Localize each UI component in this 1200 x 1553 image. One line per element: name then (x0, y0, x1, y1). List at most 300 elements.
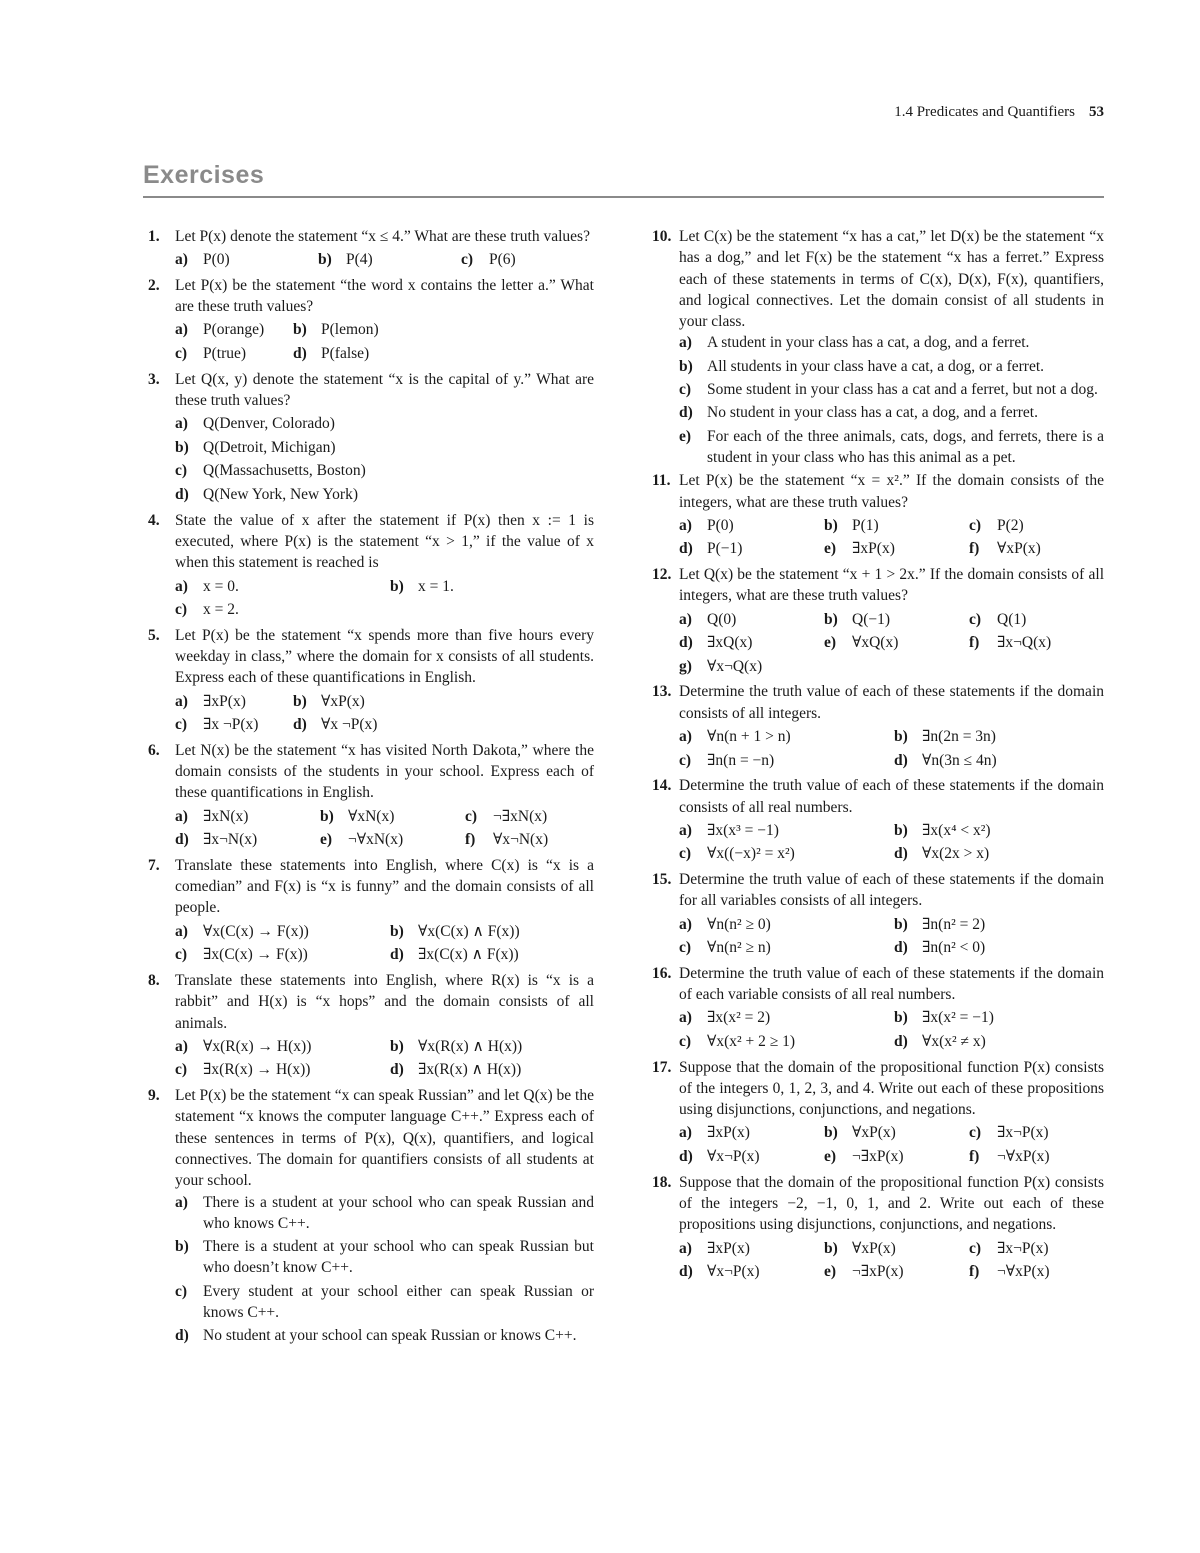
page-number: 53 (1089, 104, 1104, 120)
part-label: c) (175, 462, 188, 480)
exercise-prompt: Let P(x) be the statement “x can speak Russian” and let Q(x) be the statement “x knows the computer language C++.” Express each of these sentences in terms of P(x), Q(x), quantifiers, and logical connectives. The domain for quantifiers consists of all students at your school. (175, 1087, 594, 1190)
part-label: b) (293, 321, 307, 339)
exercise-part (894, 843, 1104, 867)
part-label: a) (679, 1124, 692, 1142)
part-text: ∃x¬P(x) (997, 1124, 1049, 1142)
part-label: a) (175, 321, 188, 339)
exercise-14 (652, 775, 1104, 867)
part-label: a) (175, 692, 188, 710)
part-text: ∃x(x³ = −1) (707, 821, 779, 839)
exercise-part (175, 806, 320, 830)
exercise-part (679, 356, 1104, 377)
part-text: A student in your class has a cat, a dog, and a ferret. (707, 334, 1030, 352)
exercise-parts (175, 1192, 594, 1347)
part-text: ¬∃xP(x) (852, 1148, 904, 1166)
exercise-part (679, 426, 1104, 469)
exercise-part (390, 1059, 594, 1083)
part-text: For each of the three animals, cats, dogs, and ferrets, there is a student in your class who has this animal as a pet. (707, 427, 1104, 466)
part-label: c) (679, 845, 692, 863)
exercise-parts (175, 806, 594, 853)
exercise-part (175, 460, 594, 484)
part-label: a) (175, 415, 188, 433)
exercise-part (175, 319, 293, 343)
exercise-number: 1. (148, 228, 160, 245)
exercise-10 (652, 226, 1104, 468)
exercise-parts (679, 332, 1104, 468)
exercise-part (175, 413, 594, 437)
part-label: c) (175, 345, 188, 363)
exercise-part (679, 515, 824, 539)
exercise-part (318, 249, 461, 273)
exercise-part (175, 437, 594, 461)
part-text: P(−1) (707, 540, 743, 558)
part-text: There is a student at your school who can speak Russian but who doesn’t know C++. (203, 1238, 594, 1277)
part-label: a) (679, 821, 692, 839)
part-text: ∃x ¬P(x) (203, 716, 259, 734)
exercise-part (175, 1036, 390, 1060)
exercise-parts (175, 576, 594, 623)
exercise-number: 9. (148, 1087, 160, 1105)
part-label: a) (679, 610, 692, 628)
exercise-part (894, 1031, 1104, 1055)
part-text: ∀x(x² ≠ x) (922, 1032, 986, 1050)
exercise-part (175, 1192, 594, 1235)
exercise-part (175, 576, 390, 600)
part-text: P(1) (852, 516, 879, 534)
part-label: c) (465, 807, 478, 825)
part-label: d) (390, 1061, 404, 1079)
part-label: c) (969, 516, 982, 534)
part-text: P(4) (346, 251, 373, 269)
part-text: P(2) (997, 516, 1024, 534)
part-text: P(0) (707, 516, 734, 534)
part-text: ¬∃xP(x) (852, 1263, 904, 1281)
part-label: b) (175, 1238, 189, 1256)
exercise-4 (148, 510, 594, 623)
exercise-part (679, 609, 824, 633)
part-label: c) (461, 251, 474, 269)
part-label: f) (465, 831, 476, 849)
part-text: ∀n(3n ≤ 4n) (922, 751, 997, 769)
part-text: ∃x(R(x) ∧ H(x)) (418, 1061, 522, 1079)
part-text: ∀x(2x > x) (922, 845, 990, 863)
exercise-part (679, 656, 824, 680)
part-text: ∀n(n² ≥ 0) (707, 915, 771, 933)
exercise-prompt: Let Q(x) be the statement “x + 1 > 2x.” If the domain consists of all integers, what are these truth values? (679, 566, 1104, 605)
part-text: ∀n(n + 1 > n) (707, 728, 791, 746)
part-text: There is a student at your school who can speak Russian and who knows C++. (203, 1193, 594, 1232)
exercise-parts (679, 914, 1104, 961)
exercise-part (390, 576, 594, 600)
exercise-parts (175, 1036, 594, 1083)
part-text: ∀x(x² + 2 ≥ 1) (707, 1032, 796, 1050)
part-text: Q(0) (707, 610, 737, 628)
part-label: b) (824, 610, 838, 628)
part-text: P(0) (203, 251, 230, 269)
part-label: b) (894, 1009, 908, 1027)
part-text: Q(−1) (852, 610, 891, 628)
part-text: ∀xP(x) (321, 692, 365, 710)
exercise-prompt: Let P(x) be the statement “x = x².” If the domain consists of the integers, what are these truth values? (679, 472, 1104, 511)
exercise-part (894, 914, 1104, 938)
exercise-part (175, 1059, 390, 1083)
part-label: b) (894, 821, 908, 839)
exercise-part (824, 632, 969, 656)
exercise-5 (148, 625, 594, 738)
part-label: d) (293, 716, 307, 734)
exercise-number: 7. (148, 856, 160, 874)
exercise-part (894, 820, 1104, 844)
part-label: e) (320, 831, 333, 849)
part-label: b) (824, 1124, 838, 1142)
part-text: ∀x(C(x) ∧ F(x)) (418, 922, 520, 940)
part-text: ∃x(x⁴ < x²) (922, 821, 991, 839)
exercise-number: 18. (652, 1173, 672, 1191)
exercise-6 (148, 740, 594, 853)
exercise-part (679, 937, 894, 961)
exercise-part (679, 1007, 894, 1031)
part-label: c) (679, 381, 692, 399)
part-text: ∀x(C(x) → F(x)) (203, 922, 309, 940)
exercise-parts (679, 1238, 1104, 1285)
exercise-part (175, 343, 293, 367)
exercise-part (175, 691, 293, 715)
part-label: b) (390, 577, 404, 595)
exercise-part (969, 515, 1104, 539)
part-text: ∀xP(x) (852, 1239, 896, 1257)
part-label: e) (824, 634, 837, 652)
exercise-part (894, 726, 1104, 750)
exercise-part (175, 921, 390, 945)
part-label: f) (969, 540, 980, 558)
exercise-part (824, 1261, 969, 1285)
part-text: All students in your class have a cat, a dog, or a ferret. (707, 357, 1045, 375)
part-label: d) (390, 946, 404, 964)
exercise-part (390, 1036, 594, 1060)
exercise-prompt: State the value of x after the statement if P(x) then x := 1 is executed, where P(x) is the statement “x > 1,” if the value of x when this statement is reached is (175, 511, 594, 572)
part-text: P(6) (489, 251, 516, 269)
right-column (652, 226, 1104, 1287)
section-title: Exercises (143, 161, 265, 189)
part-text: ∀x¬P(x) (707, 1148, 760, 1166)
exercise-2 (148, 275, 594, 367)
exercise-number: 3. (148, 370, 160, 388)
exercise-part (679, 726, 894, 750)
part-text: No student in your class has a cat, a dog, and a ferret. (707, 404, 1038, 422)
exercise-part (679, 750, 894, 774)
exercise-part (175, 714, 293, 738)
exercise-part (969, 632, 1104, 656)
exercise-prompt: Translate these statements into English, where R(x) is “x is a rabbit” and H(x) is “x hops” and the domain consists of all animals. (175, 971, 594, 1032)
part-text: ∀x¬Q(x) (707, 657, 763, 675)
part-label: a) (679, 1239, 692, 1257)
running-header (894, 104, 1104, 121)
part-label: d) (679, 404, 693, 422)
exercise-part (824, 1238, 969, 1262)
part-label: b) (894, 915, 908, 933)
part-label: f) (969, 634, 980, 652)
part-text: ∃x¬P(x) (997, 1239, 1049, 1257)
running-title: 1.4 Predicates and Quantifiers (894, 104, 1075, 120)
part-text: P(orange) (203, 321, 265, 339)
exercise-number: 16. (652, 964, 672, 982)
part-label: b) (293, 692, 307, 710)
exercise-prompt: Determine the truth value of each of these statements if the domain consists of all real numbers. (679, 777, 1104, 816)
part-label: a) (679, 915, 692, 933)
exercise-number: 13. (652, 683, 672, 701)
part-text: ∃xQ(x) (707, 634, 753, 652)
part-label: c) (969, 610, 982, 628)
section-rule (143, 196, 1104, 198)
part-label: d) (894, 751, 908, 769)
part-label: a) (175, 807, 188, 825)
exercise-number: 15. (652, 870, 672, 888)
exercise-13 (652, 681, 1104, 773)
part-text: ∀x(R(x) ∧ H(x)) (418, 1037, 523, 1055)
exercise-part (894, 937, 1104, 961)
part-text: ∀x((−x)² = x²) (707, 845, 795, 863)
exercise-part (894, 750, 1104, 774)
part-text: Q(Detroit, Michigan) (203, 438, 336, 456)
part-text: ¬∀xP(x) (997, 1148, 1050, 1166)
part-label: c) (679, 939, 692, 957)
part-label: b) (824, 1239, 838, 1257)
part-label: d) (175, 1327, 189, 1345)
part-text: ∀x ¬P(x) (321, 716, 378, 734)
part-text: ∀xP(x) (852, 1124, 896, 1142)
part-text: ∀xP(x) (997, 540, 1041, 558)
exercise-part (175, 944, 390, 968)
exercise-parts (175, 413, 594, 507)
part-label: d) (894, 1032, 908, 1050)
exercise-part (293, 691, 594, 715)
exercise-part (679, 1146, 824, 1170)
exercise-parts (175, 319, 594, 366)
part-label: d) (175, 486, 189, 504)
exercise-parts (679, 726, 1104, 773)
part-text: Q(New York, New York) (203, 486, 359, 504)
exercise-parts (679, 515, 1104, 562)
exercise-part (679, 843, 894, 867)
part-text: ∃xN(x) (203, 807, 249, 825)
exercise-part (175, 249, 318, 273)
exercise-part (175, 599, 390, 623)
part-label: c) (969, 1239, 982, 1257)
part-text: P(lemon) (321, 321, 379, 339)
part-label: a) (679, 334, 692, 352)
exercise-17 (652, 1057, 1104, 1170)
exercise-part (824, 609, 969, 633)
exercise-number: 17. (652, 1058, 672, 1076)
part-label: b) (175, 438, 189, 456)
part-text: ∃n(n² = 2) (922, 915, 986, 933)
exercise-prompt: Determine the truth value of each of these statements if the domain consists of all integers. (679, 683, 1104, 722)
exercise-prompt: Determine the truth value of each of these statements if the domain for all variables consists of all integers. (679, 870, 1104, 910)
part-label: b) (320, 807, 334, 825)
part-label: b) (318, 251, 332, 269)
part-text: ∃n(n² < 0) (922, 939, 986, 957)
exercise-12 (652, 564, 1104, 679)
exercise-part (679, 379, 1104, 400)
exercise-part (894, 1007, 1104, 1031)
part-text: ∀xQ(x) (852, 634, 899, 652)
exercise-part (969, 1146, 1104, 1170)
exercise-15 (652, 869, 1104, 961)
part-text: ∀x¬P(x) (707, 1263, 760, 1281)
part-text: x = 1. (418, 577, 454, 595)
part-text: ∃x¬N(x) (203, 831, 258, 849)
part-label: f) (969, 1263, 980, 1281)
part-label: b) (390, 922, 404, 940)
exercise-part (679, 332, 1104, 353)
exercise-part (465, 829, 594, 853)
exercise-number: 8. (148, 971, 160, 989)
part-text: ∃x(C(x) → F(x)) (203, 946, 308, 964)
part-text: ∃x(x² = −1) (922, 1009, 994, 1027)
part-text: ∀n(n² ≥ n) (707, 939, 771, 957)
exercise-part (969, 1238, 1104, 1262)
exercise-number: 14. (652, 777, 672, 795)
part-label: d) (894, 939, 908, 957)
left-column (148, 226, 594, 1349)
exercise-11 (652, 470, 1104, 562)
exercise-number: 10. (652, 228, 672, 245)
exercise-parts (679, 609, 1104, 680)
exercise-part (679, 1261, 824, 1285)
part-text: ∃xP(x) (203, 692, 246, 710)
exercise-prompt: Let Q(x, y) denote the statement “x is the capital of y.” What are these truth values? (175, 370, 594, 409)
exercise-part (679, 538, 824, 562)
exercise-7 (148, 855, 594, 968)
part-text: ∃x¬Q(x) (997, 634, 1052, 652)
exercise-part (320, 806, 465, 830)
exercise-prompt: Suppose that the domain of the propositional function P(x) consists of the integers 0, 1, 2, 3, and 4. Write out each of these propositions using disjunctions, conjunctions, and negations. (679, 1058, 1104, 1119)
exercise-parts (679, 1007, 1104, 1054)
exercise-prompt: Let C(x) be the statement “x has a cat,” let D(x) be the statement “x has a dog,” and let F(x) be the statement “x has a ferret.” Express each of these statements in terms of C(x), D(x), F(x), quantifiers, and logical connectives. Let the domain consist of all students in your class. (679, 228, 1104, 331)
exercise-part (175, 829, 320, 853)
exercise-number: 6. (148, 741, 160, 759)
part-label: d) (679, 540, 693, 558)
part-text: x = 0. (203, 577, 239, 595)
part-label: c) (969, 1124, 982, 1142)
exercise-part (320, 829, 465, 853)
part-label: f) (969, 1148, 980, 1166)
exercise-part (679, 1031, 894, 1055)
exercise-part (969, 1261, 1104, 1285)
part-label: a) (175, 251, 188, 269)
part-text: Q(Denver, Colorado) (203, 415, 335, 433)
exercise-parts (679, 820, 1104, 867)
exercise-part (969, 609, 1104, 633)
exercise-part (824, 538, 969, 562)
exercise-parts (175, 691, 594, 738)
exercise-part (824, 1146, 969, 1170)
part-text: ∀x(R(x) → H(x)) (203, 1037, 312, 1055)
part-text: ∃x(x² = 2) (707, 1009, 771, 1027)
exercise-part (679, 1122, 824, 1146)
exercise-16 (652, 963, 1104, 1055)
exercise-8 (148, 970, 594, 1083)
exercise-number: 12. (652, 566, 672, 584)
exercise-part (824, 515, 969, 539)
part-label: d) (679, 1263, 693, 1281)
part-text: ∃xP(x) (707, 1124, 750, 1142)
part-label: c) (679, 1032, 692, 1050)
part-label: d) (679, 1148, 693, 1166)
exercise-prompt: Let P(x) be the statement “x spends more than five hours every weekday in class,” where the domain for x consists of all students. Express each of these quantifications in English. (175, 626, 594, 687)
exercise-number: 4. (148, 511, 160, 529)
part-label: b) (390, 1037, 404, 1055)
part-text: ∃n(n = −n) (707, 751, 775, 769)
part-text: P(false) (321, 345, 370, 363)
exercise-part (461, 249, 594, 273)
exercise-1 (148, 226, 594, 273)
part-label: a) (679, 728, 692, 746)
part-label: d) (894, 845, 908, 863)
exercise-prompt: Translate these statements into English, where C(x) is “x is a comedian” and F(x) is “x is funny” and the domain consists of all people. (175, 856, 594, 917)
part-text: ∃xP(x) (707, 1239, 750, 1257)
exercise-part (679, 914, 894, 938)
part-label: b) (894, 728, 908, 746)
part-label: a) (175, 1037, 188, 1055)
part-label: e) (824, 1263, 837, 1281)
part-text: ¬∀xP(x) (997, 1263, 1050, 1281)
exercise-part (390, 944, 594, 968)
part-text: Q(1) (997, 610, 1027, 628)
part-label: c) (679, 751, 692, 769)
exercise-part (969, 538, 1104, 562)
exercise-part (679, 632, 824, 656)
exercise-part (679, 402, 1104, 423)
exercise-part (293, 343, 594, 367)
exercise-number: 2. (148, 276, 160, 294)
part-label: c) (175, 601, 188, 619)
part-text: ¬∃xN(x) (493, 807, 548, 825)
part-text: ∃x(C(x) ∧ F(x)) (418, 946, 519, 964)
exercise-part (465, 806, 594, 830)
part-text: Q(Massachusetts, Boston) (203, 462, 366, 480)
exercise-part (293, 319, 594, 343)
exercise-part (175, 1236, 594, 1279)
part-label: c) (175, 1282, 188, 1300)
part-label: d) (679, 634, 693, 652)
exercise-part (175, 1281, 594, 1324)
part-label: d) (293, 345, 307, 363)
part-text: No student at your school can speak Russian or knows C++. (203, 1327, 577, 1345)
exercise-part (175, 1325, 594, 1346)
part-label: a) (679, 516, 692, 534)
part-label: b) (679, 357, 693, 375)
part-text: ∃x(R(x) → H(x)) (203, 1061, 311, 1079)
part-text: ∃n(2n = 3n) (922, 728, 996, 746)
part-label: a) (175, 1193, 188, 1211)
part-label: a) (679, 1009, 692, 1027)
part-label: c) (175, 1061, 188, 1079)
part-label: e) (824, 540, 837, 558)
exercise-parts (175, 249, 594, 273)
part-label: e) (679, 427, 692, 445)
part-label: b) (824, 516, 838, 534)
exercise-18 (652, 1172, 1104, 1285)
exercise-part (969, 1122, 1104, 1146)
part-label: g) (679, 657, 692, 675)
part-label: e) (824, 1148, 837, 1166)
exercise-part (390, 921, 594, 945)
exercise-part (679, 1238, 824, 1262)
exercise-parts (175, 921, 594, 968)
exercise-prompt: Let P(x) be the statement “the word x contains the letter a.” What are these truth values? (175, 276, 594, 316)
exercise-part (824, 1122, 969, 1146)
